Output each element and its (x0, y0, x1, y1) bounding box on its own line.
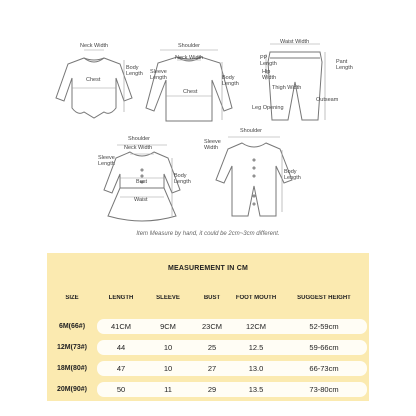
cell-sleeve: 10 (163, 364, 173, 373)
label-dress-bust: Bust (136, 179, 148, 185)
label-dress-sleeve-length: Sleeve Length (98, 155, 115, 167)
label-dress-waist: Waist (134, 197, 148, 203)
label-romper-sleeve-width: Sleeve Width (204, 139, 221, 151)
label-pants-outseam: Outseam (316, 97, 339, 103)
cell-size: 18M(80#) (57, 365, 87, 372)
cell-bust: 23CM (201, 322, 222, 331)
header-size: SIZE (65, 295, 79, 302)
table-header-row (47, 283, 369, 315)
cell-length: 41CM (110, 322, 131, 331)
label-bodysuit-body-length: Body Length (126, 65, 143, 77)
label-pants-pp-length: PP Length (260, 55, 277, 67)
label-top-body-length: Body Length (222, 75, 239, 87)
label-pants-hip-width: Hip Width (262, 69, 277, 81)
cell-size: 12M(73#) (57, 344, 87, 351)
cell-suggest-height: 59-66cm (309, 343, 339, 352)
label-pants-leg-opening: Leg Opening (252, 105, 284, 111)
label-romper-shoulder: Shoulder (240, 128, 263, 134)
cell-length: 47 (116, 364, 126, 373)
cell-bust: 27 (207, 364, 217, 373)
label-pants-waist-width: Waist Width (280, 39, 310, 45)
label-top-chest: Chest (183, 89, 198, 95)
cell-bust: 25 (207, 343, 217, 352)
cell-size: 20M(90#) (57, 386, 87, 393)
label-dress-neck-width: Neck Width (124, 145, 153, 151)
table-row (47, 359, 369, 378)
romper-sketch (216, 143, 292, 216)
size-table (47, 253, 369, 401)
cell-suggest-height: 66-73cm (309, 364, 339, 373)
label-dress-body-length: Body Length (174, 173, 191, 185)
measurement-note: Item Measure by hand, it could be 2cm~3cm different. (136, 231, 280, 237)
header-foot-mouth: FOOT MOUTH (235, 295, 277, 302)
cell-foot-mouth: 12CM (245, 322, 266, 331)
cell-bust: 29 (207, 385, 217, 394)
label-pants-thigh-width: Thigh Width (272, 85, 302, 91)
label-bodysuit-chest: Chest (86, 77, 101, 83)
cell-length: 44 (116, 343, 126, 352)
label-bodysuit-neck-width: Neck Width (80, 43, 109, 49)
cell-length: 50 (116, 385, 126, 394)
header-suggest-height: SUGGEST HEIGHT (297, 295, 351, 302)
cell-suggest-height: 52-59cm (309, 322, 339, 331)
label-romper-body-length: Body Length (284, 169, 301, 181)
header-sleeve: SLEEVE (156, 295, 180, 302)
table-title: MEASUREMENT IN CM (167, 264, 248, 272)
table-row (47, 338, 369, 357)
cell-suggest-height: 73-80cm (309, 385, 339, 394)
label-pants-pant-length: Pant Length (336, 59, 353, 71)
label-top-neck-width: Neck Width (175, 55, 204, 61)
cell-foot-mouth: 12.5 (248, 343, 264, 352)
table-row (47, 380, 369, 399)
label-top-sleeve-length: Sleeve Length (150, 69, 167, 81)
label-dress-shoulder: Shoulder (128, 136, 151, 142)
cell-foot-mouth: 13.5 (248, 385, 264, 394)
cell-sleeve: 10 (163, 343, 173, 352)
cell-size: 6M(66#) (58, 323, 86, 330)
label-top-shoulder: Shoulder (178, 43, 201, 49)
cell-sleeve: 9CM (160, 322, 176, 331)
header-bust: BUST (203, 295, 221, 302)
dress-sketch (104, 152, 180, 221)
header-length: LENGTH (108, 295, 134, 302)
table-row (47, 317, 369, 336)
cell-foot-mouth: 13.0 (248, 364, 264, 373)
cell-sleeve: 11 (164, 385, 172, 394)
